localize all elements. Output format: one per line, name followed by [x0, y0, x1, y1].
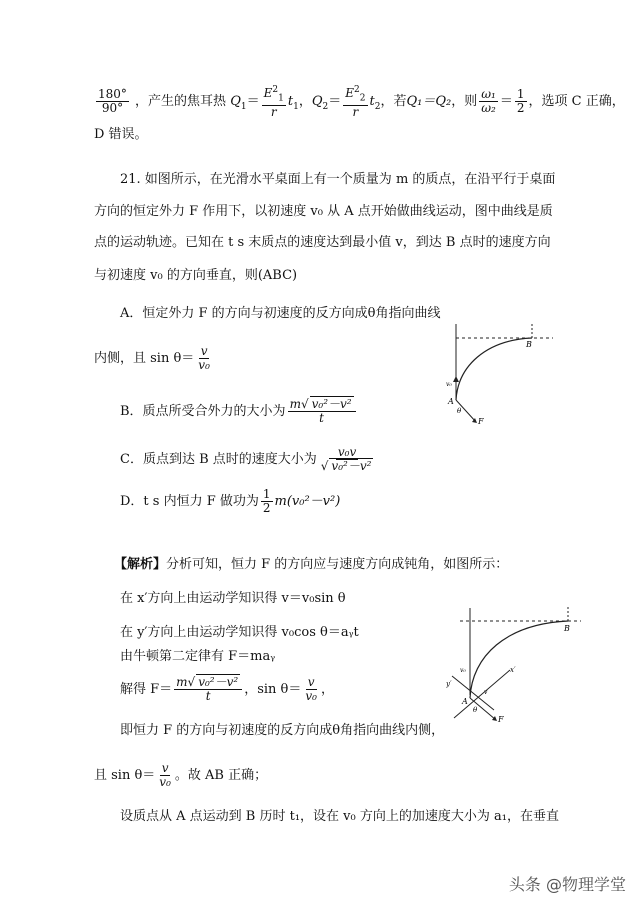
- label-f: F: [498, 715, 504, 724]
- label-y-prime: y′: [446, 680, 452, 688]
- text-line-1: $\frac{180^\circ}{90^\circ}$ ，产生的焦耳热 $Q_1=$ $\frac{E^2_1}{r}$ $t_1$，$Q_2=$ $\frac{E^2_2}{r}$ $t_2$，若Q₁＝Q₂，则 $\frac{\text{ω₁}}{\text{ω₂}}$ ＝ $\frac{1}{2}$ ，选项 C 正确，: [98, 85, 625, 120]
- trajectory-figure-1: [428, 318, 558, 430]
- label-b: B: [526, 340, 532, 349]
- analysis-line-5: 解得 F＝ $\frac{\text{m√ v₀²－v²}}{t}$ ，sin θ＝ $\frac{v}{\text{v₀}}$ ，: [120, 675, 334, 703]
- option-c: C．质点到达 B 点时的速度大小为 $\frac{\text{v₀v}}{\text{√ v₀²－v²}}$: [120, 445, 372, 473]
- label-v: v: [484, 689, 488, 696]
- analysis-line-4: 由牛顿第二定律有 F＝maᵧ: [120, 649, 276, 664]
- option-a-line-2: 内侧，且 sin θ＝ $\frac{v}{\text{v₀}}$: [94, 344, 210, 372]
- analysis-line-8: 设质点从 A 点运动到 B 历时 t₁，设在 v₀ 方向上的加速度大小为 a₁，在垂直: [120, 809, 559, 824]
- text-line-2: D 错误。: [94, 127, 148, 142]
- question-21-line-3: 点的运动轨迹。已知在 t s 末质点的速度达到最小值 v，到达 B 点时的速度方向: [94, 235, 551, 250]
- trajectory-curve: [456, 338, 532, 400]
- label-theta: θ: [457, 407, 462, 415]
- label-b: B: [564, 624, 570, 633]
- label-a: A: [448, 397, 454, 406]
- analysis-tag: 【解析】: [114, 557, 167, 572]
- option-d: D．t s 内恒力 F 做功为 $\frac{1}{2}$ m(v₀²－v²): [120, 487, 341, 515]
- analysis-line-2: 在 x′方向上由运动学知识得 v＝v₀sin θ: [120, 591, 346, 606]
- fraction-v-v0: $\frac{v}{\text{v₀}}$: [198, 344, 210, 372]
- analysis-line-1: 【解析】分析可知，恒力 F 的方向应与速度方向成钝角，如图所示：: [114, 557, 509, 572]
- fraction-180-90: $\frac{180^\circ}{90^\circ}$: [98, 87, 127, 116]
- watermark: 头条 @物理学堂: [508, 875, 626, 894]
- label-theta: θ: [473, 706, 478, 714]
- trajectory-figure-2: [446, 600, 586, 725]
- analysis-line-7: 且 sin θ＝ $\frac{v}{\text{v₀}}$ 。故 AB 正确；: [94, 761, 268, 789]
- label-x-prime: x′: [510, 666, 516, 674]
- option-b: B．质点所受合外力的大小为 $\frac{\text{m√ v₀²－v²}}{t}$: [120, 398, 358, 425]
- trajectory-curve: [470, 621, 568, 698]
- analysis-line-3: 在 y′方向上由运动学知识得 v₀cos θ＝aᵧt: [120, 625, 359, 640]
- label-v0: v₀: [460, 667, 466, 674]
- question-21-line-1: 21. 如图所示，在光滑水平桌面上有一个质量为 m 的质点，在沿平行于桌面: [120, 172, 556, 187]
- x-prime-axis: [454, 670, 510, 718]
- label-f: F: [478, 417, 484, 426]
- label-v0: v₀: [446, 381, 452, 388]
- label-a: A: [462, 697, 468, 706]
- analysis-line-6: 即恒力 F 的方向与初速度的反方向成θ角指向曲线内侧，: [120, 723, 445, 738]
- question-21-line-2: 方向的恒定外力 F 作用下，以初速度 v₀ 从 A 点开始做曲线运动，图中曲线是质: [94, 204, 553, 219]
- question-21-line-4: 与初速度 v₀ 的方向垂直，则(ABC): [94, 268, 298, 283]
- option-a-line-1: A．恒定外力 F 的方向与初速度的反方向成θ角指向曲线: [120, 306, 441, 321]
